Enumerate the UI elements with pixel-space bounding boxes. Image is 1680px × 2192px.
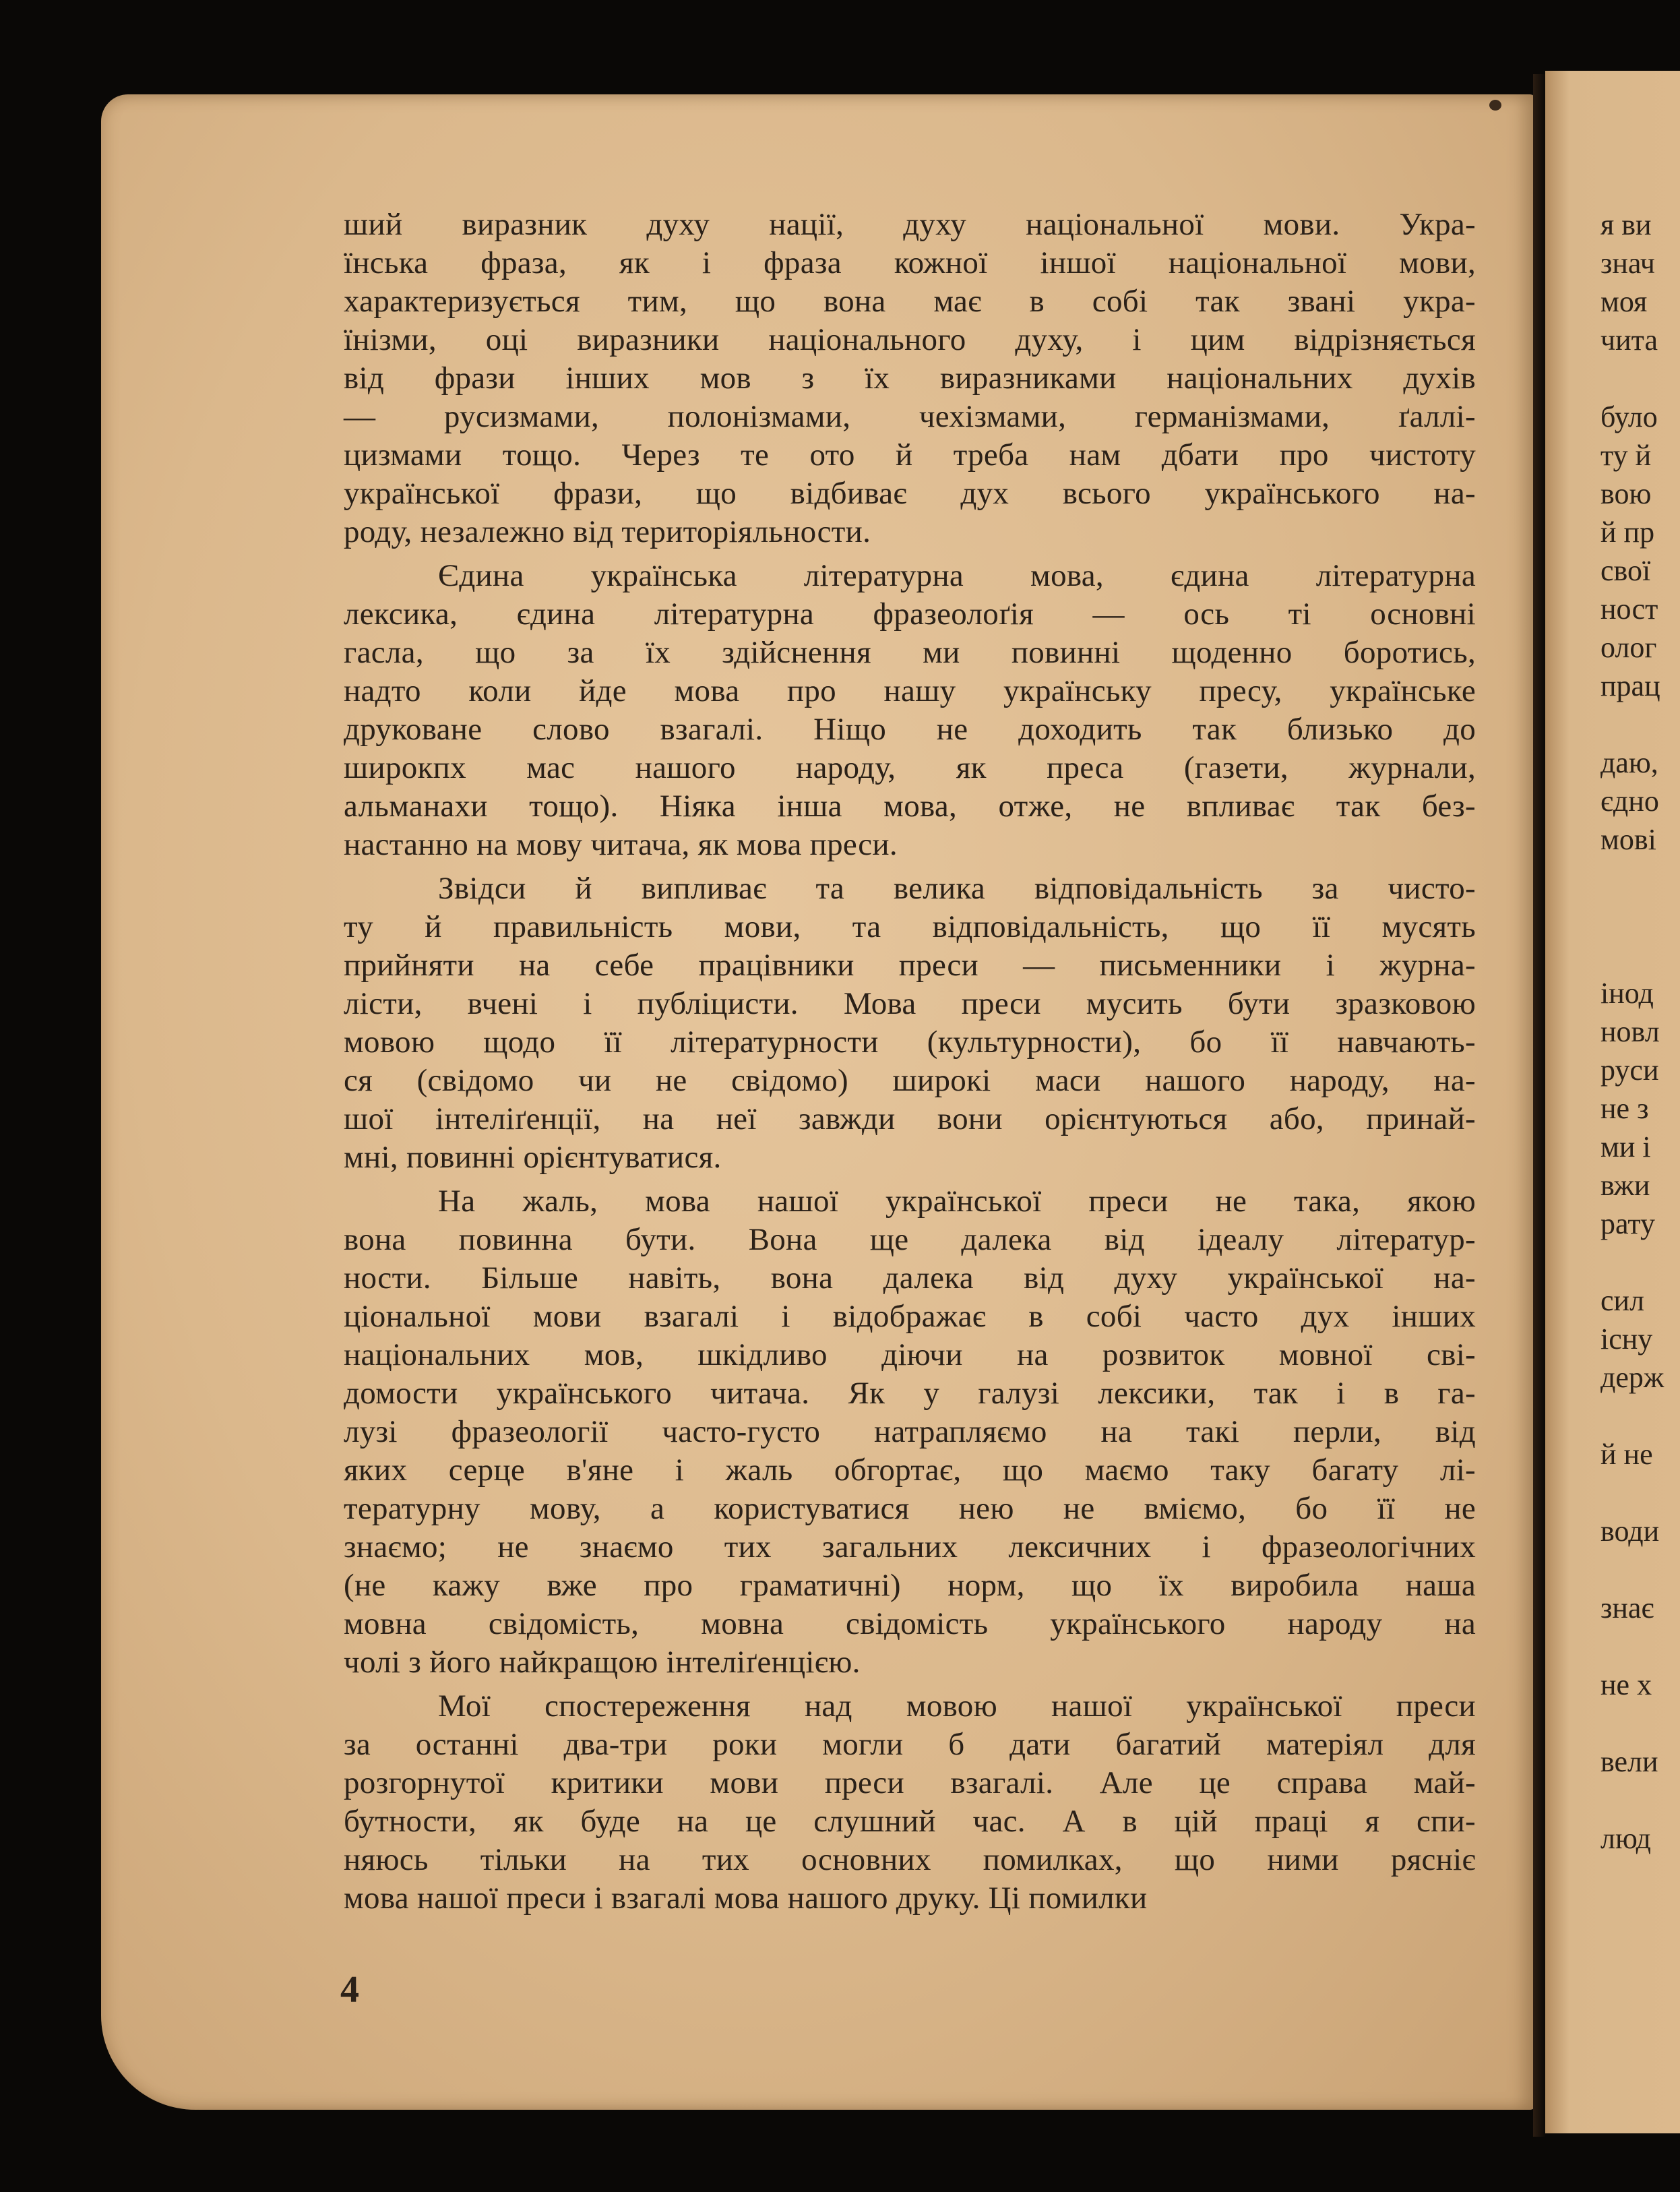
text-line: лісти, вчені і публіцисти. Мова преси мусить бути зразковою (344, 986, 1476, 1021)
paragraph (344, 1687, 1476, 1918)
facing-page-line (1600, 1397, 1680, 1435)
facing-page-line: сил (1600, 1284, 1645, 1317)
facing-page-line: рату (1600, 1207, 1656, 1240)
facing-page-line: не х (1600, 1668, 1652, 1701)
text-line: від фрази інших мов з їх виразниками національних духів (344, 361, 1476, 396)
text-line: ціональної мови взагалі і відображає в собі часто дух інших (344, 1299, 1476, 1334)
text-line: їнська фраза, як і фраза кожної іншої національної мови, (344, 245, 1476, 280)
facing-page-line: вжи (1600, 1169, 1650, 1202)
text-line: няюсь тільки на тих основних помилках, що ними рясніє (344, 1842, 1476, 1877)
facing-page-line (1600, 897, 1680, 936)
facing-page-line (1600, 1781, 1680, 1819)
paragraph (344, 206, 1476, 551)
ink-spot (1489, 100, 1501, 111)
text-line: широкпх мас нашого народу, як преса (газети, журнали, (344, 750, 1476, 785)
facing-page-line: даю, (1600, 746, 1658, 779)
text-line: української фрази, що відбиває дух всього українського на- (344, 476, 1476, 511)
main-text (344, 206, 1476, 1918)
text-line: надто коли йде мова про нашу українську пресу, українське (344, 673, 1476, 708)
facing-page-line: ми і (1600, 1130, 1651, 1163)
text-line: шої інтеліґенції, на неї завжди вони орієнтуються або, принай- (344, 1101, 1476, 1136)
facing-page-line: олог (1600, 631, 1657, 664)
paragraph (344, 557, 1476, 864)
text-line: характеризується тим, що вона має в собі так звані укра- (344, 284, 1476, 319)
facing-page-line: було (1600, 400, 1658, 433)
text-line: яких серце в'яне і жаль обгортає, що маємо таку багату лі- (344, 1453, 1476, 1488)
page-number: 4 (340, 1969, 359, 2011)
facing-page-line: знає (1600, 1591, 1654, 1624)
text-line: мовна свідомість, мовна свідомість українського народу на (344, 1606, 1476, 1641)
text-line: знаємо; не знаємо тих загальних лексичних і фразеологічних (344, 1529, 1476, 1564)
facing-page-line: свої (1600, 554, 1651, 587)
text-line: альманахи тощо). Ніяка інша мова, отже, не впливає так без- (344, 789, 1476, 824)
text-line: друковане слово взагалі. Ніщо не доходить так близько до (344, 712, 1476, 747)
text-line: ший виразник духу нації, духу національної мови. Укра- (344, 207, 1476, 242)
text-line: тературну мову, а користуватися нею не вміємо, бо її не (344, 1491, 1476, 1526)
facing-page-line: чита (1600, 324, 1658, 357)
text-line: за останні два-три роки могли б дати багатий матеріял для (344, 1727, 1476, 1762)
text-line: їнізми, оці виразники національного духу, і цим відрізняється (344, 322, 1476, 357)
facing-page-line (1600, 1627, 1680, 1666)
facing-page-line: ту й (1600, 439, 1652, 472)
text-line: — русизмами, полонізмами, чехізмами, германізмами, ґаллі- (344, 399, 1476, 434)
text-line: Мої спостереження над мовою нашої української преси (438, 1688, 1476, 1724)
facing-page-line: мові (1600, 823, 1656, 856)
facing-page-line: новл (1600, 1015, 1660, 1048)
facing-page-line (1600, 936, 1680, 974)
text-line: мова нашої преси і взагалі мова нашого друку. Ці помилки (344, 1881, 1148, 1916)
text-line: мовою щодо її літературности (культурности), бо її навчають- (344, 1025, 1476, 1060)
paragraph (344, 1182, 1476, 1682)
text-line: домости українського читача. Як у галузі лексики, так і в га- (344, 1376, 1476, 1411)
facing-page-line (1600, 1243, 1680, 1281)
text-line: ту й правильність мови, та відповідальність, що її мусять (344, 909, 1476, 944)
text-line: Єдина українська літературна мова, єдина літературна (438, 558, 1476, 593)
facing-page-text (1600, 206, 1680, 1858)
text-line: Звідси й випливає та велика відповідальність за чисто- (438, 871, 1476, 906)
facing-page-line: й не (1600, 1438, 1653, 1471)
facing-page-line (1600, 859, 1680, 897)
facing-page-line: води (1600, 1515, 1660, 1548)
facing-page-line (1600, 1473, 1680, 1512)
text-line: цизмами тощо. Через те ото й треба нам дбати про чистоту (344, 437, 1476, 473)
text-line: вона повинна бути. Вона ще далека від ідеалу літератур- (344, 1222, 1476, 1257)
text-line: настанно на мову читача, як мова преси. (344, 827, 898, 862)
text-line: лузі фразеології часто-густо натрапляємо на такі перли, від (344, 1414, 1476, 1449)
facing-page-line: вою (1600, 477, 1652, 510)
text-line: ности. Більше навіть, вона далека від духу української на- (344, 1260, 1476, 1296)
facing-page-line: знач (1600, 247, 1655, 280)
book-gutter (1533, 74, 1545, 2137)
text-line: національних мов, шкідливо діючи на розвиток мовної сві- (344, 1337, 1476, 1372)
facing-page-line: держ (1600, 1361, 1665, 1394)
text-line: розгорнутої критики мови преси взагалі. Але це справа май- (344, 1765, 1476, 1800)
text-line: На жаль, мова нашої української преси не така, якою (438, 1184, 1476, 1219)
facing-page-line (1600, 359, 1680, 398)
facing-page-line: вели (1600, 1745, 1658, 1778)
text-line: прийняти на себе працівники преси — письменники і журна- (344, 948, 1476, 983)
facing-page-line: люд (1600, 1822, 1651, 1855)
text-line: мні, повинні орієнтуватися. (344, 1140, 722, 1175)
facing-page-line: руси (1600, 1054, 1659, 1087)
paragraph (344, 870, 1476, 1177)
facing-page-line: я ви (1600, 208, 1652, 241)
text-line: гасла, що за їх здійснення ми повинні щоденно боротись, (344, 635, 1476, 670)
facing-page-line: прац (1600, 669, 1660, 702)
text-line: (не кажу вже про граматичні) норм, що їх виробила наша (344, 1568, 1476, 1603)
facing-page-line: єдно (1600, 785, 1659, 818)
text-line: роду, незалежно від територіяльности. (344, 514, 871, 549)
facing-page-line: не з (1600, 1092, 1649, 1125)
facing-page-line: й пр (1600, 516, 1655, 549)
facing-page-line (1600, 1704, 1680, 1742)
text-line: ся (свідомо чи не свідомо) широкі маси нашого народу, на- (344, 1063, 1476, 1098)
text-line: бутности, як буде на це слушний час. А в цій праці я спи- (344, 1804, 1476, 1839)
facing-page-line: інод (1600, 977, 1654, 1010)
facing-page-line: ност (1600, 592, 1658, 626)
facing-page-line (1600, 705, 1680, 743)
text-line: лексика, єдина літературна фразеолоґія — ось ті основні (344, 597, 1476, 632)
facing-page-line: моя (1600, 285, 1648, 318)
facing-page-line (1600, 1550, 1680, 1589)
facing-page-line: існу (1600, 1322, 1653, 1356)
text-line: чолі з його найкращою інтеліґенцією. (344, 1645, 861, 1680)
